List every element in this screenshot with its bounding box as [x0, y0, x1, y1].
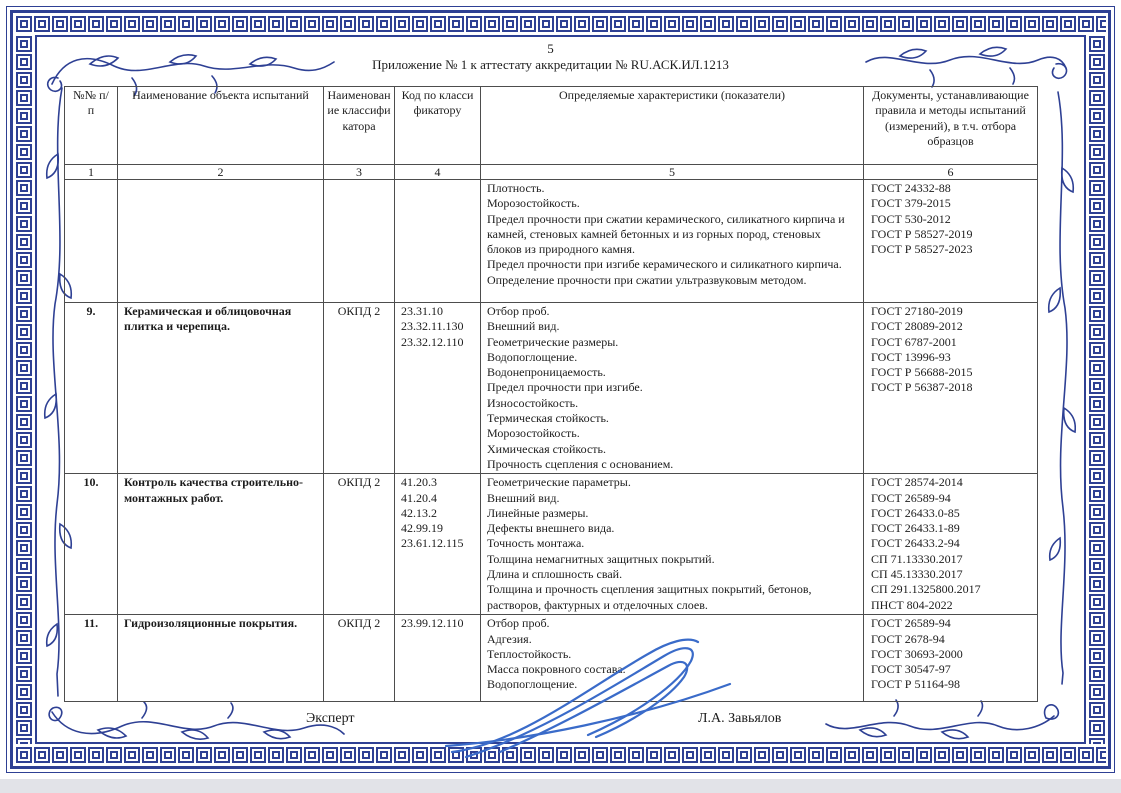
meander-tile: [1024, 16, 1040, 32]
document-line: СП 45.13330.2017: [871, 567, 963, 582]
meander-tile: [1089, 252, 1105, 268]
cell-codes: [395, 474, 481, 615]
meander-tile: [790, 16, 806, 32]
characteristic-line: Плотность.: [487, 181, 545, 195]
meander-tile: [1089, 594, 1105, 610]
meander-tile: [808, 747, 824, 763]
col-index-4: 4: [395, 165, 481, 180]
meander-tile: [1089, 432, 1105, 448]
meander-tile: [1089, 630, 1105, 646]
meander-tile: [394, 747, 410, 763]
meander-tile: [1089, 162, 1105, 178]
meander-tile: [16, 738, 32, 744]
meander-tile: [16, 252, 32, 268]
document-line: ГОСТ 24332-88: [871, 181, 951, 195]
characteristic-line: Водопоглощение.: [487, 349, 578, 364]
meander-tile: [16, 666, 32, 682]
meander-tile: [16, 396, 32, 412]
meander-tile: [754, 747, 770, 763]
table-row-continuation: [65, 180, 1038, 303]
meander-tile: [16, 270, 32, 286]
document-line: ГОСТ 30693-2000: [871, 646, 963, 661]
col-header-characteristics: Определяемые характеристики (показатели): [481, 87, 864, 165]
meander-tile: [16, 16, 32, 32]
meander-tile: [934, 747, 950, 763]
meander-tile: [1089, 288, 1105, 304]
meander-tile: [412, 16, 428, 32]
table-row-10: [65, 474, 1038, 615]
col-header-documents: Документы, устанавливающие правила и методы испытаний (измерений), в т.ч. отбора образцов: [864, 87, 1038, 165]
col-index-3: 3: [324, 165, 395, 180]
meander-tile: [844, 16, 860, 32]
meander-tile: [1089, 378, 1105, 394]
meander-tile: [1042, 747, 1058, 763]
meander-tile: [1089, 216, 1105, 232]
meander-tile: [16, 162, 32, 178]
meander-tile: [304, 16, 320, 32]
meander-tile: [1060, 16, 1076, 32]
code-line: 23.99.12.110: [401, 616, 464, 631]
characteristic-line: Предел прочности при сжатии керамического, силикатного кирпича и камней, стеновых камней бетонных и из горных пород, стеновых блоков из природного камня.: [487, 211, 845, 257]
characteristic-line: Толщина и прочность сцепления защитных покрытий, бетонов, растворов, фактурных и отделочных слоев.: [487, 582, 812, 612]
meander-tile: [1089, 360, 1105, 376]
meander-tile: [1089, 108, 1105, 124]
meander-tile: [808, 16, 824, 32]
meander-tile: [16, 612, 32, 628]
meander-tile: [1089, 558, 1105, 574]
meander-tile: [826, 16, 842, 32]
meander-tile: [124, 16, 140, 32]
meander-tile: [268, 16, 284, 32]
meander-tile: [1089, 612, 1105, 628]
meander-tile: [1078, 747, 1094, 763]
document-line: ГОСТ 26433.2-94: [871, 536, 960, 551]
document-line: ГОСТ Р 51164-98: [871, 677, 961, 692]
characteristic-line: Внешний вид.: [487, 319, 560, 334]
meander-tile: [394, 16, 410, 32]
meander-tile: [16, 216, 32, 232]
meander-tile: [16, 378, 32, 394]
meander-tile: [1089, 198, 1105, 214]
meander-tile: [178, 747, 194, 763]
meander-tile: [16, 720, 32, 736]
meander-tile: [646, 16, 662, 32]
meander-tile: [556, 16, 572, 32]
meander-tile: [16, 468, 32, 484]
meander-tile: [16, 234, 32, 250]
meander-tile: [268, 747, 284, 763]
characteristic-line: Водопоглощение.: [487, 677, 578, 692]
meander-tile: [340, 747, 356, 763]
meander-tile: [16, 576, 32, 592]
col-index-6: 6: [864, 165, 1038, 180]
cell-documents: [864, 180, 1038, 303]
appendix-title: Приложение № 1 к аттестату аккредитации № RU.АСК.ИЛ.1213: [372, 57, 729, 72]
meander-tile: [358, 16, 374, 32]
meander-tile: [88, 747, 104, 763]
characteristic-line: Предел прочности при изгибе.: [487, 380, 643, 395]
cell-documents: [864, 474, 1038, 615]
document-line: СП 291.1325800.2017: [871, 582, 981, 597]
col-index-2: 2: [118, 165, 324, 180]
meander-tile: [592, 16, 608, 32]
document-line: ГОСТ Р 56387-2018: [871, 380, 973, 395]
meander-tile: [970, 747, 986, 763]
vine-ornament-right-side: [1046, 88, 1076, 688]
meander-tile: [862, 747, 878, 763]
cell-row-number: 11.: [65, 615, 118, 702]
meander-tile: [16, 126, 32, 142]
document-line: ГОСТ 13996-93: [871, 349, 951, 364]
meander-tile: [16, 72, 32, 88]
meander-tile: [16, 594, 32, 610]
characteristic-line: Предел прочности при изгибе керамического и силикатного кирпича.: [487, 257, 842, 272]
meander-tile: [160, 747, 176, 763]
meander-tile: [16, 360, 32, 376]
meander-tile: [1096, 16, 1106, 32]
meander-tile: [538, 16, 554, 32]
meander-tile: [1089, 540, 1105, 556]
col-header-object-name: Наименование объекта испытаний: [118, 87, 324, 165]
meander-tile: [196, 747, 212, 763]
meander-tile: [1089, 342, 1105, 358]
meander-tile: [178, 16, 194, 32]
meander-tile: [736, 16, 752, 32]
meander-tile: [736, 747, 752, 763]
document-line: ГОСТ 379-2015: [871, 196, 951, 211]
meander-tile: [1089, 90, 1105, 106]
meander-tile: [16, 414, 32, 430]
meander-tile: [232, 16, 248, 32]
characteristic-line: Термическая стойкость.: [487, 411, 609, 426]
cell-documents: [864, 615, 1038, 702]
meander-tile: [682, 16, 698, 32]
meander-tile: [160, 16, 176, 32]
meander-tile: [610, 16, 626, 32]
characteristic-line: Износостойкость.: [487, 395, 579, 410]
expert-name: Л.А. Завьялов: [698, 711, 782, 726]
meander-tile: [1089, 126, 1105, 142]
meander-tile: [826, 747, 842, 763]
cell-object-name: Гидроизоляционные покрытия.: [118, 615, 324, 702]
col-index-5: 5: [481, 165, 864, 180]
meander-tile: [1089, 180, 1105, 196]
meander-tile: [358, 747, 374, 763]
meander-tile: [34, 747, 50, 763]
meander-tile: [1089, 738, 1105, 744]
characteristic-line: Масса покровного состава.: [487, 662, 626, 677]
document-line: ГОСТ 30547-97: [871, 662, 951, 677]
meander-tile: [1089, 324, 1105, 340]
cell-characteristics: [481, 180, 864, 303]
meander-tile: [16, 540, 32, 556]
meander-tile: [1089, 702, 1105, 718]
cell-object-name: Контроль качества строительно-монтажных работ.: [118, 474, 324, 615]
meander-tile: [340, 16, 356, 32]
meander-tile: [754, 16, 770, 32]
meander-tile: [412, 747, 428, 763]
meander-tile: [16, 747, 32, 763]
meander-tile: [16, 54, 32, 70]
meander-tile: [952, 16, 968, 32]
meander-tile: [988, 16, 1004, 32]
meander-tile: [376, 16, 392, 32]
cell-classifier: ОКПД 2: [324, 615, 395, 702]
meander-tile: [520, 16, 536, 32]
characteristic-line: Водонепроницаемость.: [487, 365, 606, 380]
meander-tile: [1089, 720, 1105, 736]
code-line: 23.31.10: [401, 304, 443, 318]
meander-tile: [574, 16, 590, 32]
characteristic-line: Длина и сплошность свай.: [487, 567, 623, 582]
meander-tile: [142, 747, 158, 763]
expert-label: Эксперт: [306, 711, 355, 726]
meander-tile: [502, 16, 518, 32]
table-header-row: [65, 87, 1038, 165]
meander-tile: [1060, 747, 1076, 763]
meander-tile: [1089, 72, 1105, 88]
cell-characteristics: [481, 474, 864, 615]
meander-tile: [16, 630, 32, 646]
meander-tile: [124, 747, 140, 763]
meander-tile: [628, 16, 644, 32]
characteristic-line: Линейные размеры.: [487, 505, 589, 520]
meander-tile: [970, 16, 986, 32]
meander-tile: [106, 16, 122, 32]
meander-tile: [70, 16, 86, 32]
meander-border-left: [15, 35, 33, 744]
meander-tile: [142, 16, 158, 32]
characteristic-line: Прочность сцепления с основанием.: [487, 456, 674, 471]
meander-tile: [790, 747, 806, 763]
meander-tile: [322, 16, 338, 32]
meander-tile: [664, 16, 680, 32]
meander-tile: [214, 16, 230, 32]
meander-tile: [232, 747, 248, 763]
meander-tile: [484, 16, 500, 32]
document-line: СП 71.13330.2017: [871, 551, 963, 566]
accreditation-scope-table: [64, 86, 1038, 702]
cell-documents: [864, 303, 1038, 474]
signature: [438, 626, 738, 761]
meander-tile: [88, 16, 104, 32]
meander-tile: [916, 747, 932, 763]
meander-tile: [1089, 666, 1105, 682]
meander-tile: [16, 108, 32, 124]
col-header-code: Код по классификатору: [395, 87, 481, 165]
cell-object-name: Керамическая и облицовочная плитка и черепица.: [118, 303, 324, 474]
meander-tile: [250, 16, 266, 32]
document-header: [64, 41, 1037, 73]
meander-tile: [16, 180, 32, 196]
cell-row-number: [65, 180, 118, 303]
meander-tile: [1089, 270, 1105, 286]
meander-tile: [196, 16, 212, 32]
document-line: ГОСТ Р 58527-2023: [871, 242, 973, 257]
vine-ornament-bottom-right: [820, 694, 1068, 750]
meander-tile: [376, 747, 392, 763]
meander-tile: [286, 747, 302, 763]
code-line: 23.61.12.115: [401, 536, 464, 551]
document-line: ГОСТ 6787-2001: [871, 334, 957, 349]
meander-tile: [106, 747, 122, 763]
code-line: 41.20.4: [401, 490, 437, 505]
meander-tile: [16, 558, 32, 574]
document-line: ГОСТ 26589-94: [871, 490, 951, 505]
meander-tile: [16, 90, 32, 106]
meander-tile: [16, 486, 32, 502]
cell-classifier: ОКПД 2: [324, 474, 395, 615]
table-row-9: [65, 303, 1038, 474]
col-header-classifier: Наименование классификатора: [324, 87, 395, 165]
cell-classifier: [324, 180, 395, 303]
meander-tile: [16, 648, 32, 664]
meander-tile: [16, 702, 32, 718]
meander-tile: [430, 16, 446, 32]
meander-tile: [52, 747, 68, 763]
meander-tile: [880, 16, 896, 32]
meander-tile: [718, 16, 734, 32]
meander-tile: [34, 16, 50, 32]
meander-tile: [1006, 16, 1022, 32]
col-index-1: 1: [65, 165, 118, 180]
meander-tile: [898, 16, 914, 32]
document-line: ГОСТ 27180-2019: [871, 304, 963, 318]
meander-tile: [988, 747, 1004, 763]
meander-border-right: [1088, 35, 1106, 744]
meander-tile: [700, 16, 716, 32]
characteristic-line: Теплостойкость.: [487, 646, 572, 661]
document-line: ГОСТ Р 56688-2015: [871, 365, 973, 380]
meander-tile: [304, 747, 320, 763]
meander-tile: [1089, 414, 1105, 430]
characteristic-line: Точность монтажа.: [487, 536, 585, 551]
meander-tile: [952, 747, 968, 763]
meander-tile: [466, 16, 482, 32]
document-line: ГОСТ 26433.0-85: [871, 505, 960, 520]
cell-codes: [395, 303, 481, 474]
meander-tile: [70, 747, 86, 763]
meander-tile: [16, 36, 32, 52]
characteristic-line: Внешний вид.: [487, 490, 560, 505]
meander-tile: [1089, 468, 1105, 484]
meander-tile: [1089, 36, 1105, 52]
meander-tile: [16, 504, 32, 520]
document-line: ГОСТ 2678-94: [871, 631, 945, 646]
characteristic-line: Отбор проб.: [487, 304, 550, 318]
meander-tile: [1089, 306, 1105, 322]
cell-codes: [395, 180, 481, 303]
meander-tile: [1089, 522, 1105, 538]
document-line: ГОСТ 28574-2014: [871, 475, 963, 490]
document-line: ГОСТ 530-2012: [871, 211, 951, 226]
meander-tile: [16, 342, 32, 358]
meander-tile: [286, 16, 302, 32]
meander-tile: [1089, 144, 1105, 160]
meander-tile: [52, 16, 68, 32]
meander-tile: [214, 747, 230, 763]
meander-tile: [880, 747, 896, 763]
characteristic-line: Определение прочности при сжатии ультразвуковым методом.: [487, 272, 807, 287]
meander-tile: [1096, 747, 1106, 763]
meander-tile: [1078, 16, 1094, 32]
meander-tile: [16, 144, 32, 160]
cell-object-name: [118, 180, 324, 303]
characteristic-line: Морозостойкость.: [487, 426, 580, 441]
meander-tile: [322, 747, 338, 763]
characteristic-line: Морозостойкость.: [487, 196, 580, 211]
meander-tile: [898, 747, 914, 763]
meander-tile: [1089, 576, 1105, 592]
characteristic-line: Химическая стойкость.: [487, 441, 606, 456]
meander-tile: [1042, 16, 1058, 32]
meander-tile: [844, 747, 860, 763]
cell-characteristics: [481, 303, 864, 474]
characteristic-line: Толщина немагнитных защитных покрытий.: [487, 551, 715, 566]
cell-classifier: ОКПД 2: [324, 303, 395, 474]
code-line: 41.20.3: [401, 475, 437, 490]
meander-tile: [916, 16, 932, 32]
meander-tile: [1089, 54, 1105, 70]
meander-tile: [16, 522, 32, 538]
meander-tile: [772, 747, 788, 763]
document-line: ГОСТ Р 58527-2019: [871, 226, 973, 241]
meander-tile: [16, 198, 32, 214]
meander-tile: [1089, 396, 1105, 412]
code-line: 42.99.19: [401, 521, 443, 536]
meander-tile: [1006, 747, 1022, 763]
meander-tile: [16, 432, 32, 448]
meander-tile: [1089, 504, 1105, 520]
col-header-num: №№ п/п: [65, 87, 118, 165]
meander-tile: [1089, 684, 1105, 700]
meander-tile: [1089, 648, 1105, 664]
meander-tile: [16, 288, 32, 304]
meander-tile: [16, 450, 32, 466]
characteristic-line: Геометрические параметры.: [487, 475, 631, 490]
document-line: ПНСТ 804-2022: [871, 597, 953, 612]
meander-border-top: [15, 15, 1106, 33]
meander-tile: [16, 324, 32, 340]
characteristic-line: Дефекты внешнего вида.: [487, 521, 615, 536]
cell-row-number: 9.: [65, 303, 118, 474]
meander-tile: [1024, 747, 1040, 763]
meander-tile: [1089, 486, 1105, 502]
meander-tile: [1089, 234, 1105, 250]
characteristic-line: Геометрические размеры.: [487, 334, 619, 349]
meander-tile: [772, 16, 788, 32]
code-line: 42.13.2: [401, 505, 437, 520]
meander-tile: [16, 306, 32, 322]
page-number: 5: [547, 41, 554, 56]
meander-tile: [250, 747, 266, 763]
code-line: 23.32.11.130: [401, 319, 464, 334]
document-line: ГОСТ 26589-94: [871, 616, 951, 631]
document-line: ГОСТ 26433.1-89: [871, 521, 960, 536]
code-line: 23.32.12.110: [401, 334, 464, 349]
meander-tile: [16, 684, 32, 700]
meander-tile: [934, 16, 950, 32]
characteristic-line: Адгезия.: [487, 631, 532, 646]
column-index-row: [65, 165, 1038, 180]
meander-tile: [862, 16, 878, 32]
meander-tile: [1089, 450, 1105, 466]
characteristic-line: Отбор проб.: [487, 616, 550, 631]
meander-tile: [448, 16, 464, 32]
document-line: ГОСТ 28089-2012: [871, 319, 963, 334]
cell-row-number: 10.: [65, 474, 118, 615]
